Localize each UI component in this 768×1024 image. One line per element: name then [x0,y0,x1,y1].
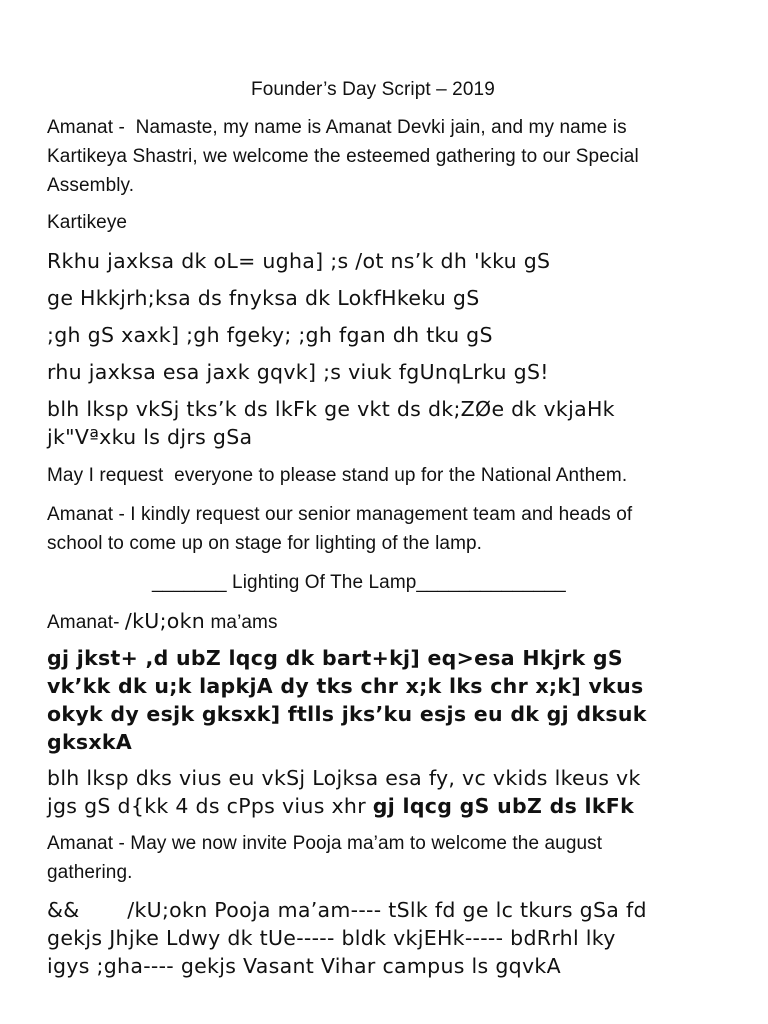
song-intro-line-1: blh lksp dks vius eu vkSj Lojksa esa fy, vc vkids lkeus vk [47,766,641,790]
welcome-request-line-2: gathering. [47,862,133,883]
thanks-line [47,609,278,634]
song-intro-line-2 [47,794,634,818]
speaker-label: Kartikeye [47,212,128,233]
closing-line-1: && /kU;okn Pooja ma’am---- tSlk fd ge lc tkurs gSa fd [47,898,647,922]
song-intro-text: jgs gS d{kk 4 ds cPps vius xhr [47,794,373,818]
closing-line-2: gekjs Jhjke Ldwy dk tUe----- bldk vkjEHk----- bdRrhl lky [47,926,616,950]
welcome-request-line-1: Amanat - May we now invite Pooja ma’am to welcome the august [47,833,603,854]
poem-line-3: ;gh gS xaxk] ;gh fgeky; ;gh fgan dh tku gS [47,323,493,347]
lamp-request-line-1: Amanat - I kindly request our senior management team and heads of [47,504,633,525]
closing-line-3: igys ;gha---- gekjs Vasant Vihar campus ls gqvkA [47,954,561,978]
poem-line-4: rhu jaxksa esa jaxk gqvk] ;s viuk fgUnqLrku gS! [47,360,549,384]
intro-line-3: Assembly. [47,175,135,196]
intro-line-2: Kartikeya Shastri, we welcome the esteemed gathering to our Special [47,146,639,167]
bold-verse-line-3: okyk dy esjk gksxk] ftlls jks’ku esjs eu dk gj dksuk [47,702,647,726]
bold-verse-line-4: gksxkA [47,730,133,754]
song-title: gj lqcg gS ubZ ds lkFk [372,794,635,818]
lamp-request-line-2: school to come up on stage for lighting of the lamp. [47,533,483,554]
bold-verse-line-2: vk’kk dk u;k lapkjA dy tks chr x;k lks chr x;k] vkus [47,674,644,698]
anthem-intro-line-2: jk"Vªxku ls djrs gSa [47,425,253,449]
thanks-prefix: Amanat- [47,612,125,633]
anthem-intro-line-1: blh lksp vkSj tks’k ds lkFk ge vkt ds dk;ZØe dk vkjaHk [47,397,615,421]
anthem-request: May I request everyone to please stand up for the National Anthem. [47,465,628,486]
lamp-heading: _______ Lighting Of The Lamp______________ [152,572,566,593]
thanks-suffix: ma’ams [205,612,278,633]
poem-line-2: ge Hkkjrh;ksa ds fnyksa dk LokfHkeku gS [47,286,480,310]
bold-verse-line-1: gj jkst+ ,d ubZ lqcg dk bart+kj] eq>esa Hkjrk gS [47,646,623,670]
poem-line-1: Rkhu jaxksa dk oL= ugha] ;s /ot ns’k dh 'kku gS [47,249,551,273]
thanks-hindi: /kU;okn [124,609,206,633]
intro-line-1: Amanat - Namaste, my name is Amanat Devki jain, and my name is [47,117,627,138]
document-title: Founder’s Day Script – 2019 [251,79,495,100]
